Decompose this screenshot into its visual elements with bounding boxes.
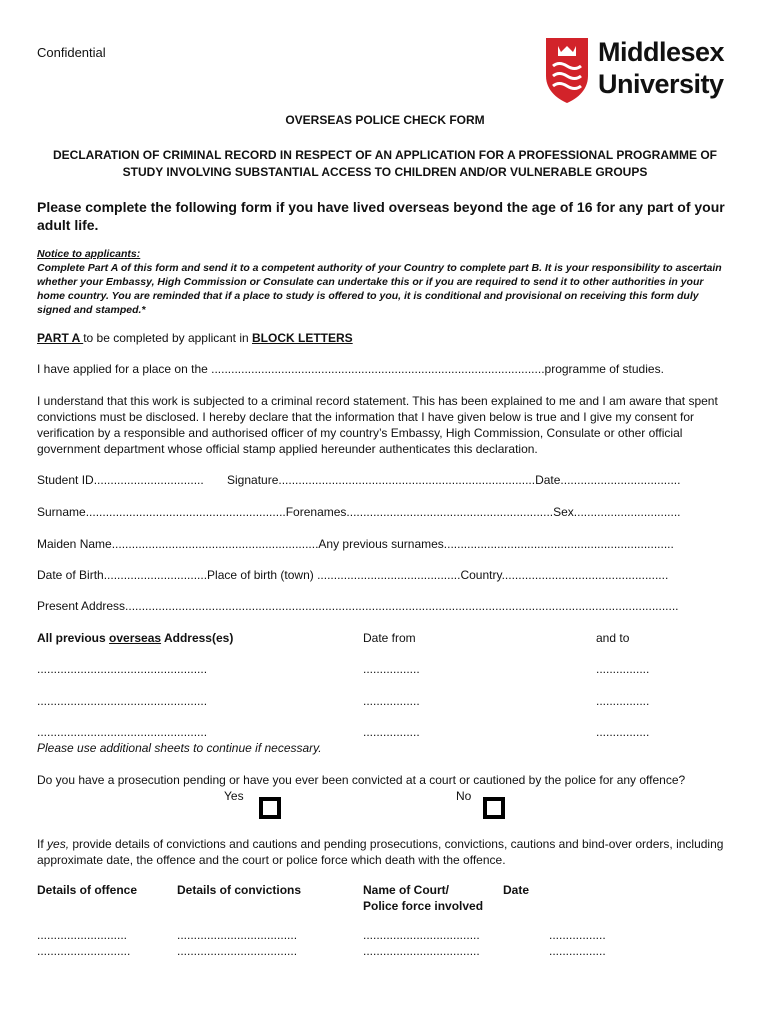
details-yes-word: yes, [47,837,70,851]
and-to-header: and to [596,631,630,645]
yes-checkbox[interactable] [259,797,281,819]
col-court-line1: Name of Court/ [363,883,450,897]
overseas-address-2[interactable]: ................................................... [37,694,208,708]
signature-field[interactable]: Signature.............................................................................Date.................................... [227,473,681,487]
logo-text-line2: University [598,69,724,99]
overseas-heading-pre: All previous [37,631,110,645]
no-checkbox[interactable] [483,797,505,819]
surname-field[interactable]: Surname............................................................Forenames..............................................................Sex................................ [37,505,681,519]
col-details-of-offence: Details of offence [37,883,138,897]
confidential-label: Confidential [37,45,106,60]
form-title: OVERSEAS POLICE CHECK FORM [285,113,485,127]
conviction-row-1[interactable]: .................................... [177,928,298,942]
university-logo [544,36,724,106]
prosecution-question: Do you have a prosecution pending or have you ever been convicted at a court or cautioned by the police for any offence? [37,773,686,787]
declaration-heading: DECLARATION OF CRIMINAL RECORD IN RESPECT OF AN APPLICATION FOR A PROFESSIONAL PROGRAMME OF STUDY INVOLVING SUBSTANTIAL ACCESS TO CHILDREN AND/OR VULNERABLE GROUPS [52,148,717,179]
details-post: provide details of convictions and cautions and pending prosecutions, convictions, cautions and bind-over orders, including approximate date, the offence and the court or police force which death with the offence. [37,837,724,867]
overseas-from-3[interactable]: ................. [363,725,420,739]
logo-text-line1: Middlesex [598,37,725,67]
offence-row-1[interactable]: ........................... [37,928,128,942]
part-a-text: to be completed by applicant in [83,331,252,345]
court-row-1[interactable]: ................................... [363,928,480,942]
yes-label: Yes [224,789,244,803]
overseas-from-2[interactable]: ................. [363,694,420,708]
no-label: No [456,789,472,803]
conviction-row-2[interactable]: .................................... [177,944,298,958]
overseas-heading-underlined: overseas [109,631,162,645]
understand-paragraph: I understand that this work is subjected to a criminal record statement. This has been explained to me and I am aware that spent convictions must be disclosed. I hereby declare that the information that I have given below is true and I give my consent for verification by a responsible and authorised officer of my country’s Embassy, High Commission, Consulate or other official government department whose official stamp applied hereunder authenticates this declaration. [37,394,718,456]
col-date: Date [503,883,530,897]
details-pre: If [37,837,48,851]
overseas-to-3[interactable]: ................ [596,725,650,739]
date-from-header: Date from [363,631,416,645]
block-letters-label: BLOCK LETTERS [252,331,353,345]
part-a-label: PART A [37,331,84,345]
overseas-heading [37,631,233,645]
overseas-to-1[interactable]: ................ [596,662,650,676]
notice-body: Complete Part A of this form and send it to a competent authority of your Country to complete part B. It is your responsibility to ascertain whether your Embassy, High Commission or Consulate can undertake this or if you are required to send it to other authorities in your home country. You are reminded that if a place to study is offered to you, it is conditional and provisional on receiving this form duly signed and stamped.* [37,262,722,316]
overseas-address-1[interactable]: ................................................... [37,662,208,676]
col-details-of-convictions: Details of convictions [177,883,302,897]
crest-icon [544,36,590,104]
present-address-field[interactable]: Present Address...................................................................................................................................................................... [37,599,679,613]
date-row-1[interactable]: ................. [549,928,606,942]
date-of-birth-field[interactable]: Date of Birth...............................Place of birth (town) ...........................................Country.................................................. [37,568,669,582]
overseas-to-2[interactable]: ................ [596,694,650,708]
intro-text: Please complete the following form if you have lived overseas beyond the age of 16 for any part of your adult life. [37,199,725,233]
date-row-2[interactable]: ................. [549,944,606,958]
offence-row-2[interactable]: ............................ [37,944,131,958]
col-court-line2: Police force involved [363,899,484,913]
overseas-from-1[interactable]: ................. [363,662,420,676]
overseas-heading-post: Address(es) [161,631,234,645]
details-paragraph [37,836,727,868]
student-id-field[interactable]: Student ID................................. [37,473,204,487]
maiden-name-field[interactable]: Maiden Name..............................................................Any previous surnames..................................................................... [37,537,674,551]
part-a-line [37,331,353,345]
overseas-address-3[interactable]: ................................................... [37,725,208,739]
additional-sheets-note: Please use additional sheets to continue if necessary. [37,741,322,755]
applied-field[interactable]: I have applied for a place on the ....................................................................................................programme of studies. [37,362,664,376]
court-row-2[interactable]: ................................... [363,944,480,958]
notice-heading: Notice to applicants: [37,248,141,260]
